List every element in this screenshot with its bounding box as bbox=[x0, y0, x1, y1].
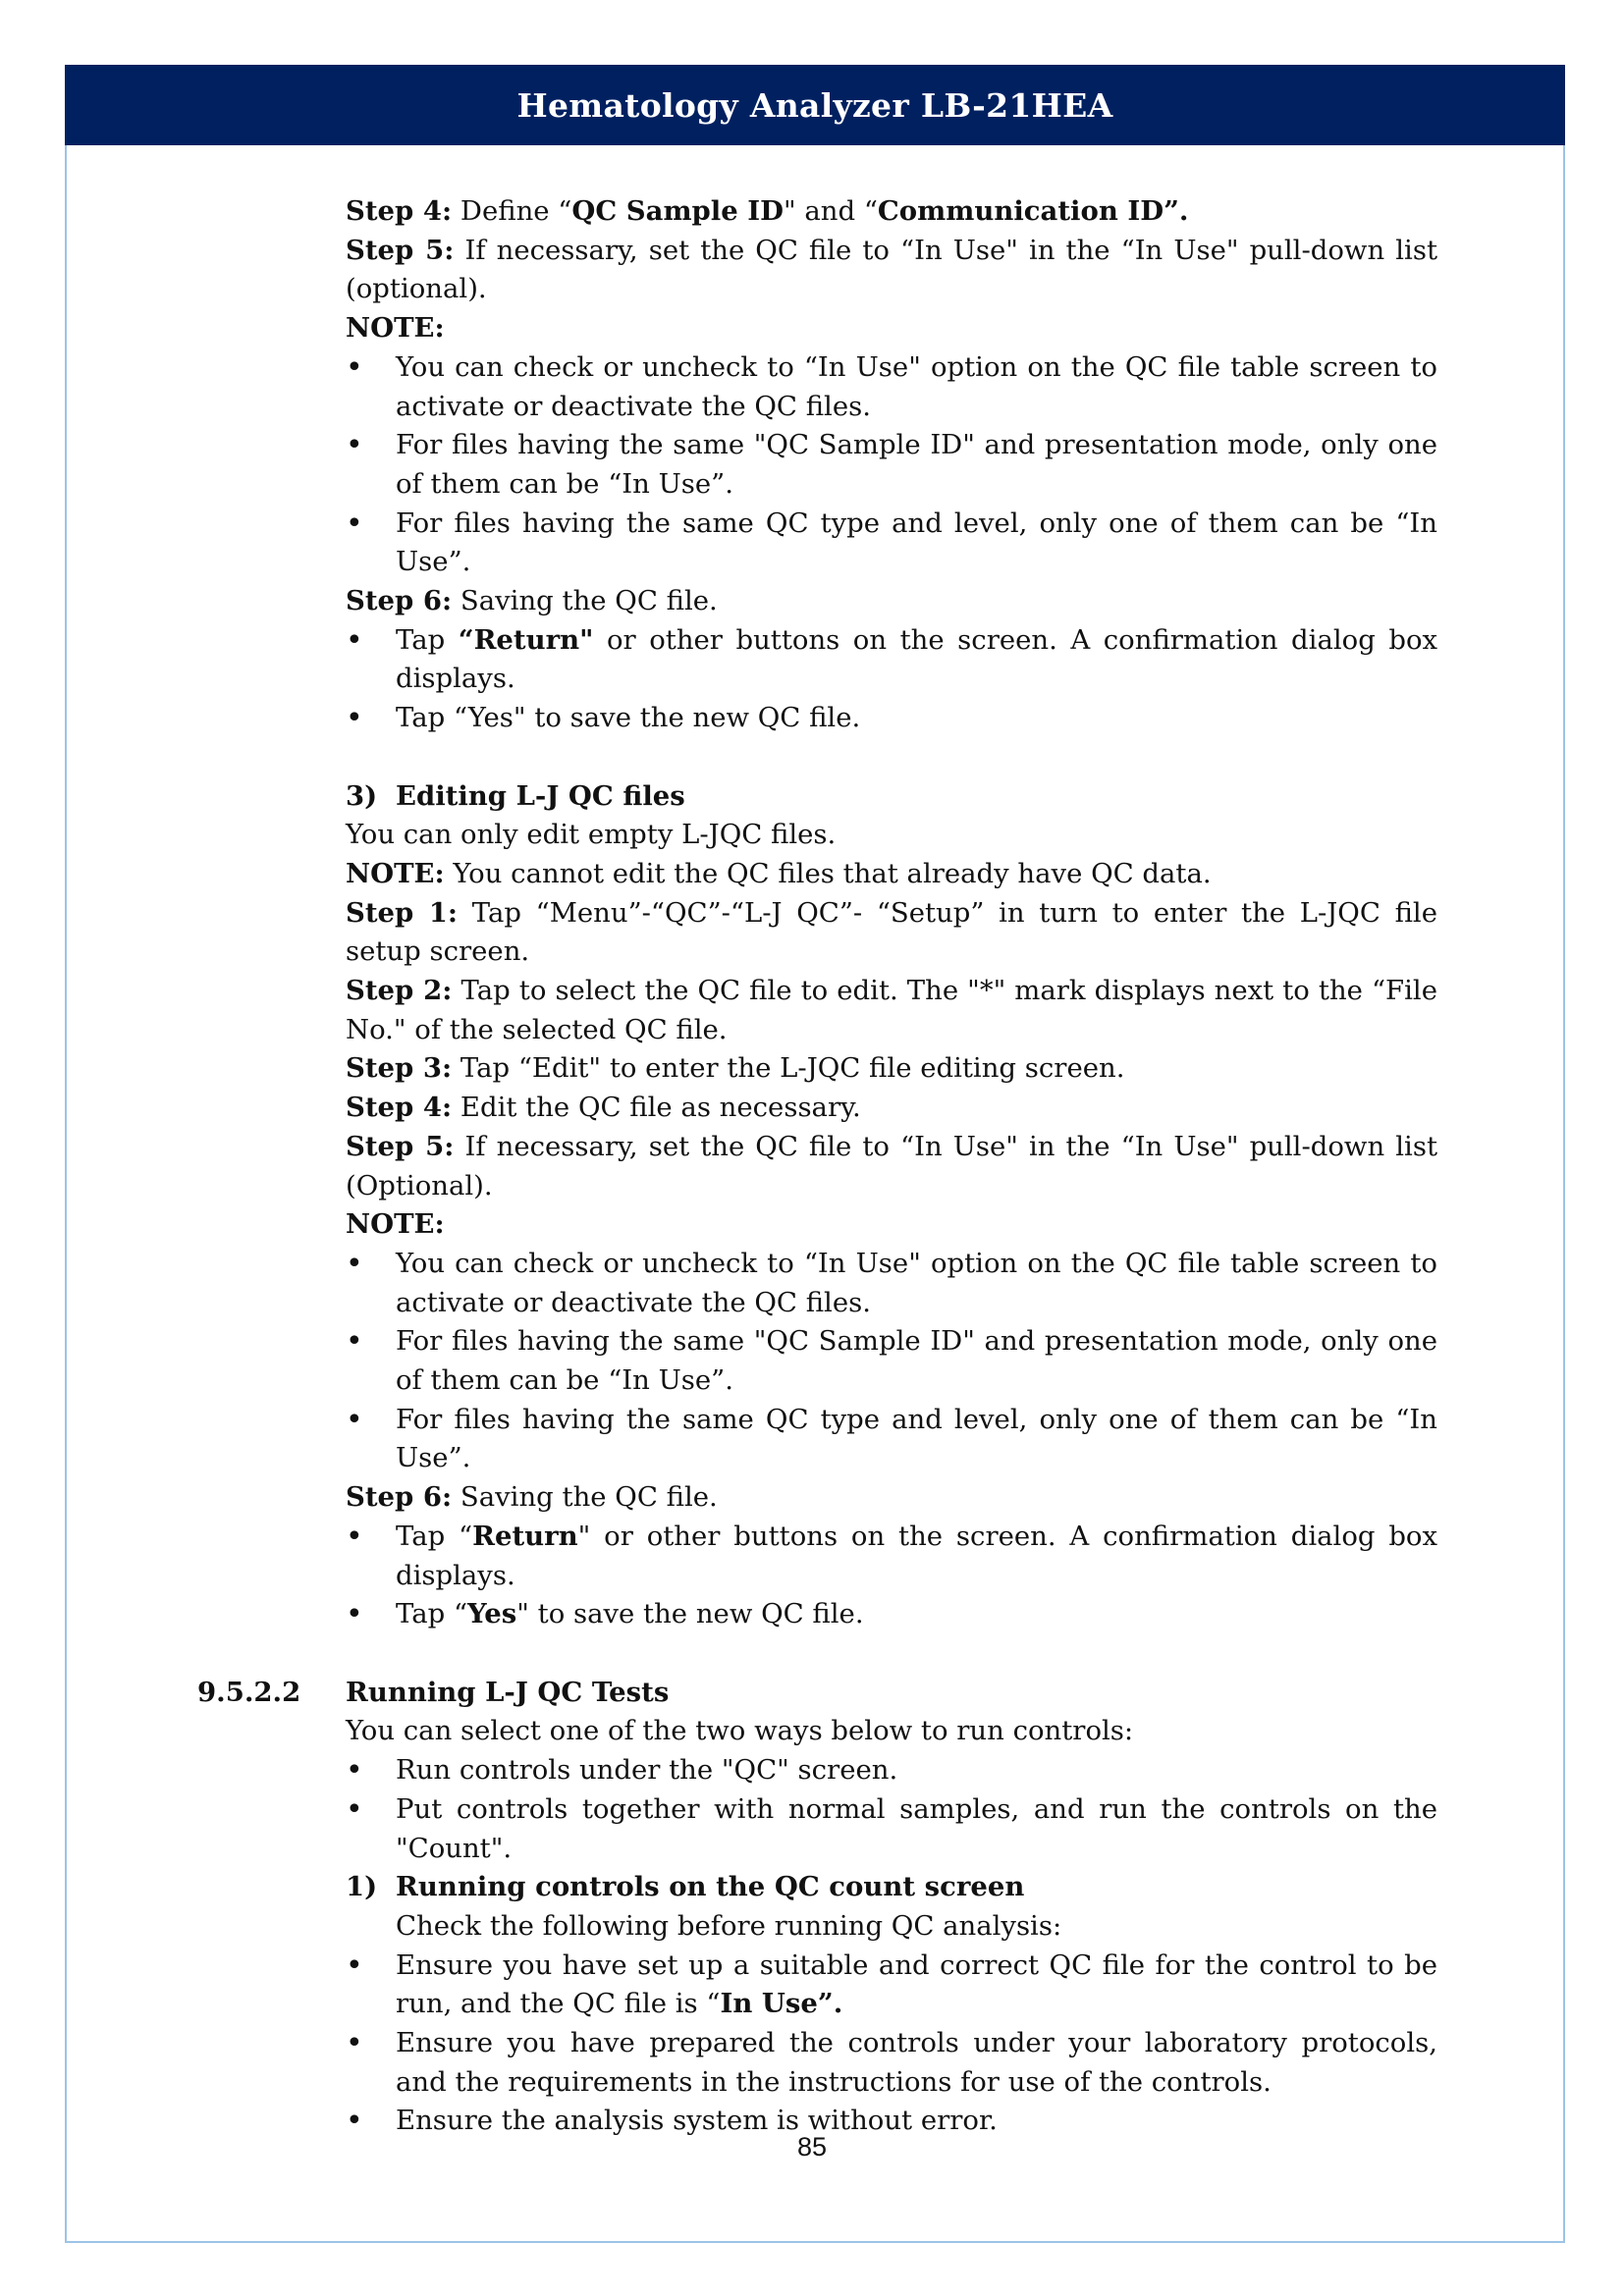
save-bullet: • Tap “Return" or other buttons on the screen. A confirmation dialog box displays. bbox=[346, 621, 1437, 699]
section-number: 9.5.2.2 bbox=[197, 1676, 301, 1708]
check-bullet: • Ensure the analysis system is without error. bbox=[346, 2102, 1437, 2141]
check-bullet: • Ensure you have set up a suitable and correct QC file for the control to be run, and the QC file is “In Use”. bbox=[346, 1947, 1437, 2024]
note-label: NOTE: bbox=[346, 312, 445, 345]
note-bullet: • You can check or uncheck to “In Use" option on the QC file table screen to activate or deactivate the QC files. bbox=[346, 1245, 1437, 1322]
editing-note: NOTE: You cannot edit the QC files that already have QC data. bbox=[346, 857, 1212, 889]
page-content bbox=[197, 192, 1438, 2141]
edit-step-1: Step 1: Tap “Menu”-“QC”-“L-J QC”- “Setup” in turn to enter the L-JQC file setup screen. bbox=[346, 896, 1437, 968]
step-5-set-in-use: Step 5: If necessary, set the QC file to “In Use" in the “In Use" pull-down list (optional). bbox=[346, 234, 1437, 305]
step-6-saving: Step 6: Saving the QC file. bbox=[346, 585, 718, 617]
edit-step-2: Step 2: Tap to select the QC file to edit. The "*" mark displays next to the “File No." of the selected QC file. bbox=[346, 975, 1437, 1045]
editing-heading: 3) Editing L-J QC files bbox=[346, 779, 685, 812]
run-option-bullet: • Put controls together with normal samples, and run the controls on the "Count". bbox=[346, 1790, 1437, 1868]
edit-step-3: Step 3: Tap “Edit" to enter the L-JQC file editing screen. bbox=[346, 1052, 1125, 1085]
run-intro: You can select one of the two ways below to run controls: bbox=[346, 1715, 1134, 1747]
save-bullet: • Tap “Yes" to save the new QC file. bbox=[346, 1595, 1437, 1634]
note-label: NOTE: bbox=[346, 1208, 445, 1241]
run-option-bullet: • Run controls under the "QC" screen. bbox=[346, 1751, 1437, 1790]
note-bullet: • You can check or uncheck to “In Use" option on the QC file table screen to activate or deactivate the QC files. bbox=[346, 348, 1437, 426]
check-bullet: • Ensure you have prepared the controls under your laboratory protocols, and the requirements in the instructions for use of the controls. bbox=[346, 2024, 1437, 2102]
editing-intro: You can only edit empty L-JQC files. bbox=[346, 819, 837, 851]
edit-step-6: Step 6: Saving the QC file. bbox=[346, 1481, 718, 1514]
save-bullet: • Tap “Return" or other buttons on the screen. A confirmation dialog box displays. bbox=[346, 1518, 1437, 1595]
section-title: Running L-J QC Tests bbox=[346, 1676, 670, 1708]
edit-step-5: Step 5: If necessary, set the QC file to “In Use" in the “In Use" pull-down list (Optional). bbox=[346, 1130, 1437, 1201]
step-4-define-ids: Step 4: Define “QC Sample ID" and “Communication ID”. bbox=[346, 195, 1189, 227]
document-header bbox=[65, 65, 1565, 145]
edit-step-4: Step 4: Edit the QC file as necessary. bbox=[346, 1092, 861, 1124]
run-heading: 1) Running controls on the QC count screen bbox=[346, 1871, 1025, 1903]
document-title: Hematology Analyzer LB-21HEA bbox=[516, 85, 1113, 125]
save-bullet: • Tap “Yes" to save the new QC file. bbox=[346, 699, 1437, 738]
note-bullet: • For files having the same QC type and level, only one of them can be “In Use”. bbox=[346, 505, 1437, 582]
note-bullet: • For files having the same "QC Sample ID" and presentation mode, only one of them can be “In Use”. bbox=[346, 1322, 1437, 1400]
run-check-intro: Check the following before running QC analysis: bbox=[396, 1909, 1062, 1942]
note-bullet: • For files having the same "QC Sample ID" and presentation mode, only one of them can be “In Use”. bbox=[346, 426, 1437, 504]
section-heading bbox=[197, 1674, 1437, 1713]
page-number: 85 bbox=[796, 2132, 828, 2162]
note-bullet: • For files having the same QC type and level, only one of them can be “In Use”. bbox=[346, 1401, 1437, 1478]
